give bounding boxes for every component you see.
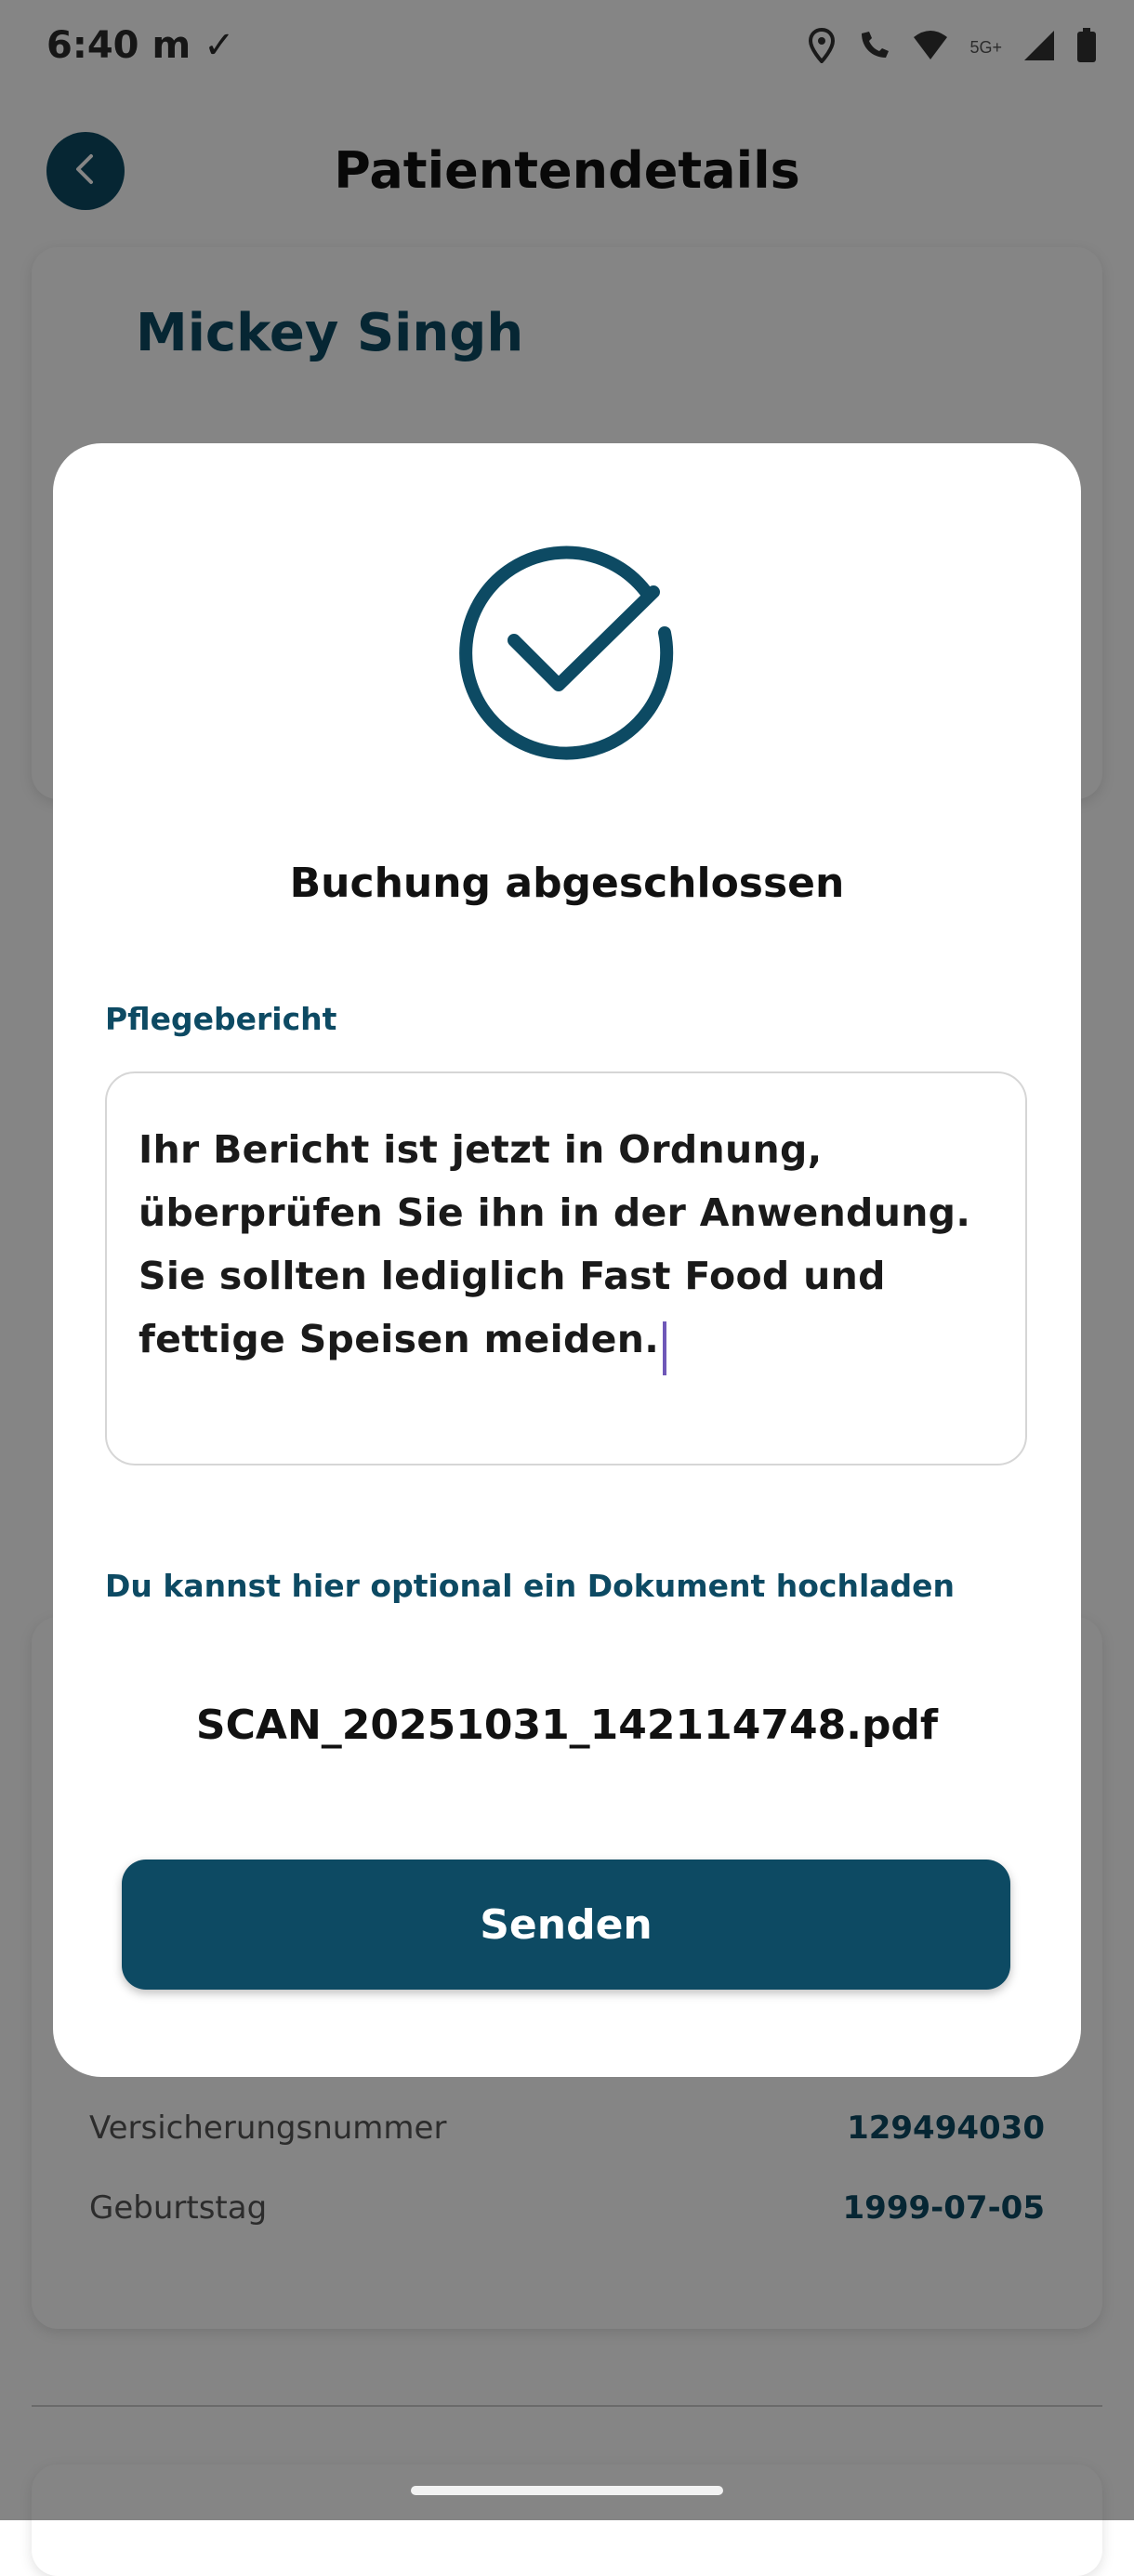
booking-complete-dialog [53,443,1081,2077]
uploaded-file-name[interactable]: SCAN_20251031_142114748.pdf [195,1702,939,1749]
page-title: Patientendetails [334,141,800,200]
home-indicator[interactable] [411,2486,723,2495]
info-label: Geburtstag [89,2189,268,2227]
text-cursor [663,1321,666,1375]
report-label: Pflegebericht [105,1001,337,1037]
care-report-text: Ihr Bericht ist jetzt in Ordnung, überprüfen Sie ihn in der Anwendung. Sie sollten lediglich Fast Food und fettige Speisen meiden. [138,1127,971,1361]
download-done-icon: ✓ [204,24,235,67]
patient-name: Mickey Singh [136,303,524,363]
network-type: 5G+ [969,38,1002,57]
check-circle-icon [455,544,678,767]
upload-label: Du kannst hier optional ein Dokument hochladen [105,1568,956,1604]
send-button[interactable]: Senden [122,1860,1010,1990]
status-time-value: 6:40 [46,24,139,67]
dialog-title: Buchung abgeschlossen [289,860,845,907]
care-report-textarea[interactable] [105,1071,1027,1465]
info-value: 1999-07-05 [842,2189,1045,2227]
info-value: 129494030 [847,2109,1045,2147]
notification-m-icon: m [152,24,191,67]
info-label: Versicherungsnummer [89,2109,447,2147]
